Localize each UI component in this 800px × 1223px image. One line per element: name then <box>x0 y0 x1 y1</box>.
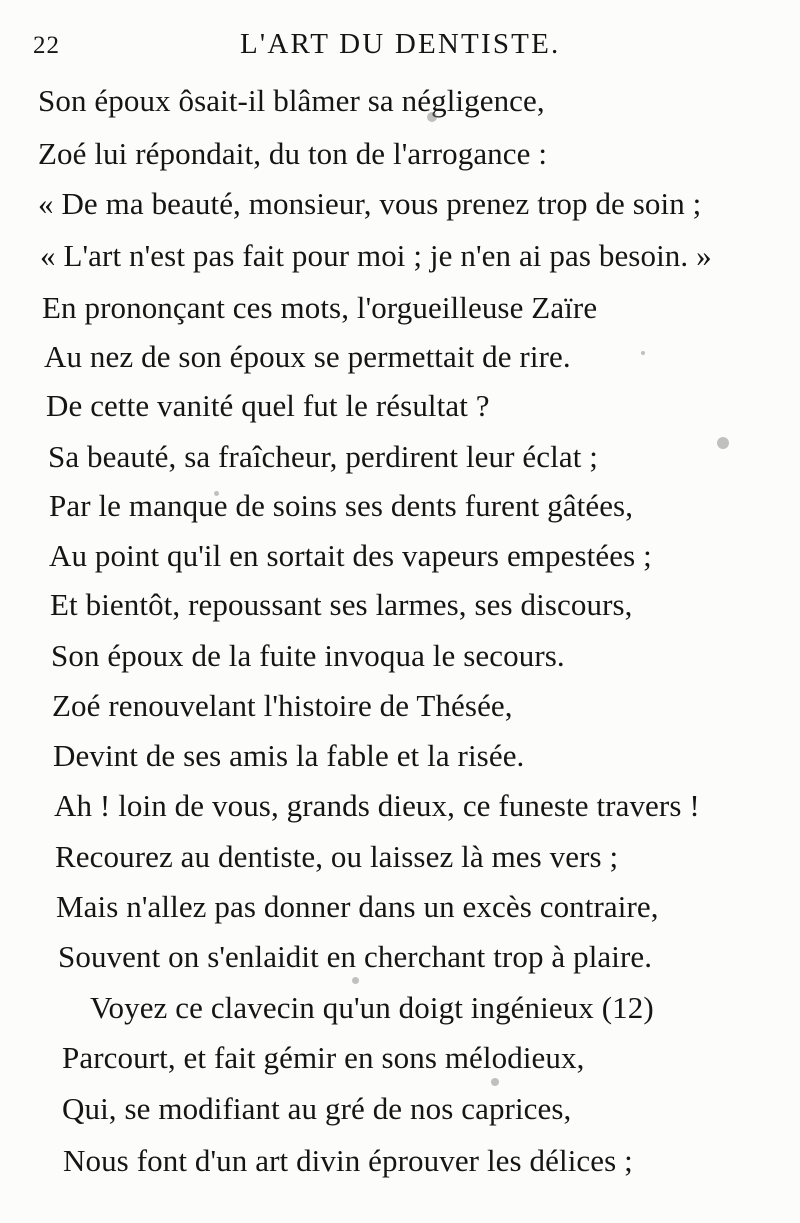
ink-speck <box>641 351 645 355</box>
verse-line: Zoé renouvelant l'histoire de Thésée, <box>52 688 513 723</box>
verse-line: Nous font d'un art divin éprouver les délices ; <box>63 1143 633 1178</box>
verse-line: Ah ! loin de vous, grands dieux, ce funeste travers ! <box>54 788 700 823</box>
ink-speck <box>717 437 729 449</box>
verse-line: Souvent on s'enlaidit en cherchant trop à plaire. <box>58 939 653 974</box>
ink-speck <box>491 1078 499 1086</box>
verse-line: Qui, se modifiant au gré de nos caprices, <box>62 1091 572 1126</box>
verse-line: Devint de ses amis la fable et la risée. <box>53 738 525 773</box>
verse-line: Par le manque de soins ses dents furent gâtées, <box>49 488 634 523</box>
verse-line: Parcourt, et fait gémir en sons mélodieux, <box>62 1040 585 1075</box>
ink-speck <box>214 491 219 496</box>
verse-line: Son époux ôsait-il blâmer sa négligence, <box>38 83 545 118</box>
ink-speck <box>352 977 359 984</box>
verse-line: Et bientôt, repoussant ses larmes, ses discours, <box>50 587 633 622</box>
ink-speck <box>427 112 437 122</box>
verse-line: Son époux de la fuite invoqua le secours. <box>51 638 565 673</box>
verse-line: En prononçant ces mots, l'orgueilleuse Zaïre <box>42 290 598 325</box>
verse-line: Au point qu'il en sortait des vapeurs empestées ; <box>49 538 652 573</box>
verse-line: Recourez au dentiste, ou laissez là mes vers ; <box>55 839 619 874</box>
verse-line: Mais n'allez pas donner dans un excès contraire, <box>56 889 659 924</box>
verse-line: Zoé lui répondait, du ton de l'arrogance : <box>38 136 548 171</box>
verse-line: « L'art n'est pas fait pour moi ; je n'en ai pas besoin. » <box>40 238 712 273</box>
page-number: 22 <box>33 32 60 59</box>
verse-line: Voyez ce clavecin qu'un doigt ingénieux (12) <box>90 990 654 1025</box>
verse-line: Sa beauté, sa fraîcheur, perdirent leur éclat ; <box>48 439 598 474</box>
verse-line: De cette vanité quel fut le résultat ? <box>46 388 490 423</box>
verse-line: « De ma beauté, monsieur, vous prenez trop de soin ; <box>38 186 702 221</box>
running-title: L'ART DU DENTISTE. <box>240 28 561 60</box>
verse-line: Au nez de son époux se permettait de rire. <box>44 339 571 374</box>
